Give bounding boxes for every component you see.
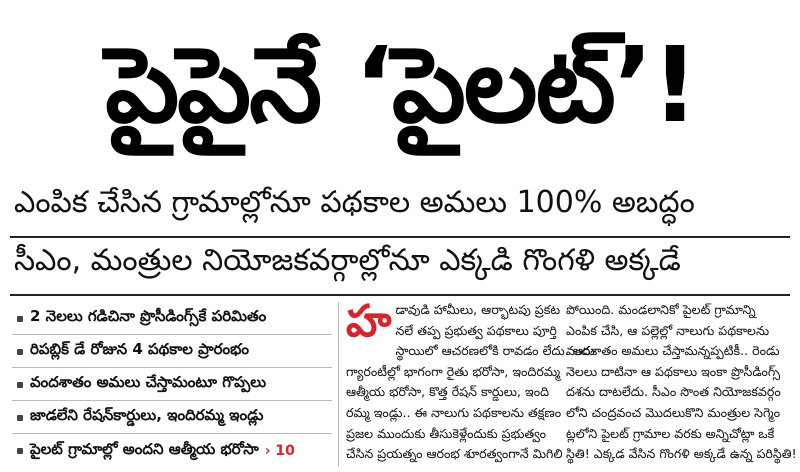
page-jump[interactable] [265,443,295,459]
column-divider [338,302,339,467]
article-line: లోని చంద్రవంచ మొదలుకొని మంత్రుల సెగ్మెం [566,404,780,420]
article-line: డావుడి హామీలు, ఆర్భాటపు ప్రకట [395,302,561,317]
chevron-right-icon: › [264,442,271,459]
bullet-icon [17,382,23,388]
highlight-text: వందశాతం అమలు చేస్తామంటూ గొప్పలు [30,373,267,391]
bullet-icon [17,415,23,421]
subheadline-1: ఎంపిక చేసిన గ్రామాల్లోనూ పథకాల అమలు 100% అబద్ధం [14,185,695,220]
article-line: ఎంపిక చేసి, ఆ పల్లెల్లో నాలుగు పథకాలను [566,322,770,338]
article-line: చేసిన ప్రయత్నం ఆరంభ శూరత్వంగానే మిగిలి [346,446,563,462]
article-line: దశను దాటలేదు. సీఎం సొంత నియోజకవర్గం [566,384,781,400]
article-line: పోయింది. మండలానికో పైలట్‌ గ్రామాన్ని [566,302,756,317]
page-jump-number: 10 [275,442,295,459]
article-line: ట్లలోని పైలట్‌ గ్రామాల వరకు అన్నిచోట్లా ఒకే [566,425,775,441]
article-line: ప్రజల ముందుకు తీసుకెళ్లేందుకు ప్రభుత్వం [346,425,547,441]
highlight-item [12,434,332,467]
divider-rule [10,236,790,238]
bullet-icon [17,448,23,454]
dropcap: హ [346,296,392,347]
bullet-icon [17,349,23,355]
article-line: వందశాతం అమలు చేస్తామన్నప్పటికీ.. రెండు [566,343,780,359]
article-line: నలే తప్ప ప్రభుత్వ పథకాలు పూర్తి [395,322,557,338]
bullet-icon [17,316,23,322]
highlight-text: పైలట్‌ గ్రామాల్లో అందని ఆత్మీయ భరోసా [30,439,259,458]
divider-rule [10,294,790,296]
article-column-2 [566,300,797,468]
article-line: స్థాయిలో ఆచరణలోకి రావడం లేదు. ఆరు [395,343,595,359]
highlight-text: 2 నెలలు గడిచినా ప్రొసీడింగ్స్‌కే పరిమితం [30,307,267,325]
headline: పైపైనే ‘పైలట్‌’! [105,23,697,146]
highlights-list [12,302,332,467]
highlight-text: జాడలేని రేషన్‌కార్డులు, ఇందిరమ్మ ఇండ్లు [30,406,264,424]
article-line: గ్యారంటీల్లో భాగంగా రైతు భరోసా, ఇందిరమ్మ [346,363,561,379]
subheadline-2: సీఎం, మంత్రుల నియోజకవర్గాల్లోనూ ఎక్కడి గొంగళి అక్కడే [14,243,681,278]
highlight-item [12,335,332,368]
article-line: స్థితి! ఎక్కడ వేసిన గొంగళి అక్కడే ఉన్న పరిస్థితి! [566,446,797,462]
article-line: ఆత్మీయ భరోసా, కొత్త రేషన్‌ కార్డులు, ఇంది [346,384,549,400]
article-column-1 [346,296,595,468]
article-line: రమ్మ ఇండ్లు.. ఈ నాలుగు పథకాలను తక్షణం [346,404,562,420]
highlight-item [12,302,332,335]
highlight-item [12,368,332,401]
highlight-text: రిపబ్లిక్‌ డే రోజున 4 పథకాల ప్రారంభం [30,340,249,358]
article-line: నెలలు దాటినా ఆ పథకాలు ఇంకా ప్రొసీడింగ్స్‌ [566,363,781,379]
highlight-item [12,401,332,434]
